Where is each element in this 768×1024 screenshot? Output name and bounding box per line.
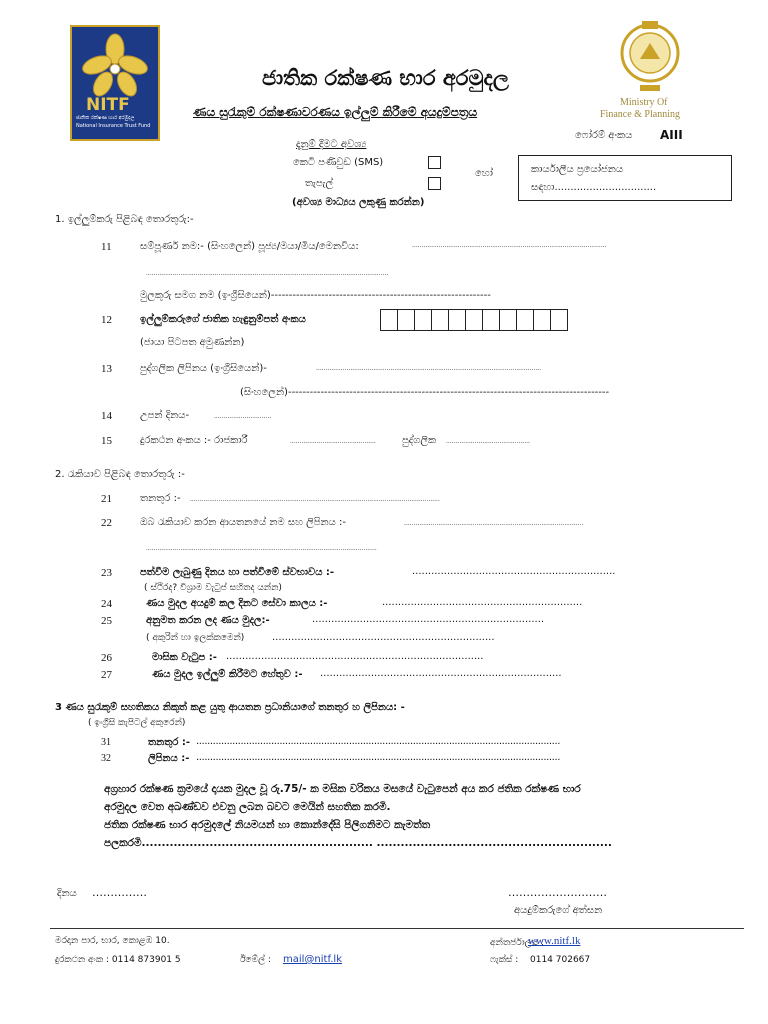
head-designation-field[interactable]: ................................................................................................................................... <box>196 736 561 747</box>
loan-amount-label: අනුමත කරන ලද ණය මුදල:- <box>146 615 270 626</box>
phone-personal-label: පුද්ගලික <box>402 435 437 446</box>
field-31-number: 31 <box>101 737 111 748</box>
signature-field[interactable]: ……………………… <box>508 886 607 899</box>
field-27-number: 27 <box>101 669 112 681</box>
loan-amount-words-field[interactable]: ...................................................................... <box>272 632 495 643</box>
nic-digit-cell[interactable] <box>449 310 466 330</box>
head-address-field[interactable]: ................................................................................................................................... <box>196 752 561 763</box>
loan-amount-note: ( අකුරින් හා ඉලක්කමෙන්) <box>146 633 245 643</box>
nic-digit-cell[interactable] <box>500 310 517 330</box>
nic-input-grid[interactable] <box>380 309 568 331</box>
nic-digit-cell[interactable] <box>415 310 432 330</box>
field-13-number: 13 <box>101 363 112 375</box>
service-period-label: ණය මුදල අයදුම් කල දිනට සේවා කාලය :- <box>146 598 328 609</box>
footer-fax-label: ෆැක්ස් : <box>490 955 519 965</box>
footer-divider <box>50 928 744 929</box>
name-with-initials-label[interactable]: මුලකුරු සමග නම (ඉංග්‍රීසියෙන්)------------------------------------------------------------- <box>140 290 491 301</box>
footer-address: මරදාන පාර, භාර, කොළඹ 10. <box>55 936 170 946</box>
field-32-number: 32 <box>101 753 111 764</box>
footer-web-label: අන්තර්ජාලය : <box>490 938 544 948</box>
loan-reason-field[interactable]: ............................................................................ <box>320 668 562 679</box>
appointment-label: පත්වීම ලැබුණු දිනය හා පත්වීමේ ස්වභාවය :- <box>140 567 335 578</box>
date-field[interactable]: …………… <box>92 886 147 899</box>
date-label: දිනය <box>57 888 77 899</box>
ministry-emblem <box>615 15 685 95</box>
logo-caption-english: National Insurance Trust Fund <box>76 123 151 129</box>
nic-digit-cell[interactable] <box>517 310 534 330</box>
nic-digit-cell[interactable] <box>398 310 415 330</box>
footer-phone: දුරකථන අංක : 0114 873901 5 <box>55 955 181 965</box>
office-use-line-2: සඳහා................................ <box>531 182 657 193</box>
phone-label: දුරකථන අංකය :- රාජකාරී <box>140 435 248 446</box>
designation-label: තනතුර :- <box>140 493 181 504</box>
phone-office-field[interactable]: ............................................. <box>290 438 376 445</box>
office-use-line-1: කාර්යාලීය ප්‍රයෝජනය <box>531 164 624 175</box>
field-23-number: 23 <box>101 567 112 579</box>
nic-digit-cell[interactable] <box>534 310 551 330</box>
section3-heading: 3 ණය සුරැකුම් සහතිකය නිකුත් කළ යුතු ආයතන ප්‍රධානියාගේ තනතුර හ ලිපිනය: - <box>55 702 405 713</box>
salary-label: මාසික වැටුප :- <box>152 652 217 663</box>
workplace-field[interactable]: .............................................................................................. <box>404 520 584 527</box>
nic-digit-cell[interactable] <box>466 310 483 330</box>
footer-email-label: ඊමේල් : <box>240 955 271 965</box>
post-checkbox[interactable] <box>428 177 441 190</box>
office-use-box <box>518 155 732 201</box>
loan-amount-field[interactable]: ......................................................................... <box>312 614 545 625</box>
field-25-number: 25 <box>101 615 112 627</box>
sms-checkbox[interactable] <box>428 156 441 169</box>
nic-label: ඉල්ලුම්කරුගේ ජාතික හැඳුනුම්පත් අංකය <box>140 314 306 325</box>
notify-instruction: (අවශ්‍ය මාධ්‍යය ලකුණු කරන්න) <box>292 197 425 208</box>
loan-reason-label: ණය මුදල ඉල්ලුම් කිරීමට හේතුව :- <box>152 669 303 680</box>
section2-heading: 2. රැකියාව පිළිබඳ තොරතුරු :- <box>55 469 185 480</box>
nic-note: (ජායා පිටපත අමුණන්න) <box>140 337 245 348</box>
declaration-line-3: ජතික රක්ෂණ භාර අරමුදලේ නියමයන් හා කොන්දේසි පිලිගනිමට කැමත්ත <box>104 819 431 831</box>
nic-digit-cell[interactable] <box>432 310 449 330</box>
signature-label: අයදුම්කරුගේ අත්සන <box>514 905 603 916</box>
ministry-line-2: Finance & Planning <box>600 109 680 120</box>
workplace-field-line2[interactable]: ......................................................................................................................... <box>146 545 377 552</box>
address-english-label: පුද්ගලික ලිපිනය (ඉංග්‍රීසියෙන්)- <box>140 363 267 374</box>
post-label: තැපැල් <box>305 178 334 189</box>
field-24-number: 24 <box>101 598 112 610</box>
workplace-label: ඔබ රැකියාව කරන ආයතනයේ නම සහ ලිපිනය :- <box>140 517 346 528</box>
emblem-icon <box>615 15 685 95</box>
field-15-number: 15 <box>101 435 112 447</box>
footer-web-link[interactable]: www.nitf.lk <box>528 935 581 947</box>
nic-digit-cell[interactable] <box>551 310 567 330</box>
declaration-line-2: අරමුදල වෙත අඛණ්ඩව එවනු ලබන බවට මෙයින් සහතික කරමි. <box>104 801 391 813</box>
declaration-line-1: අග්‍රහාර රක්ෂණ ක්‍රමයේ දායක මුදල වූ රු.75/- ක මසික වරිකය මසයේ වැටුපෙන් අය කර ජතික රක්ෂණ භාර <box>104 783 581 795</box>
field-22-number: 22 <box>101 517 112 529</box>
form-subtitle: ණය සුරැකුම් රක්ෂණාවරණය ඉල්ලුම් කිරීමේ අයදුම්පත්‍රය <box>193 105 478 119</box>
logo-caption-sinhala: ජාතික රක්ෂණ භාර අරමුදල <box>76 115 135 121</box>
form-number-value: AIII <box>660 128 683 142</box>
nic-digit-cell[interactable] <box>381 310 398 330</box>
dob-label: උපන් දිනය- <box>140 410 190 421</box>
salary-field[interactable]: ................................................................................. <box>226 651 484 662</box>
appointment-field[interactable]: ................................................................ <box>412 566 616 577</box>
full-name-field-line2[interactable]: ............................................................................................................................... <box>146 270 389 277</box>
logo-text: NITF <box>86 95 130 115</box>
head-address-label: ලිපිනය :- <box>148 753 190 764</box>
declaration-line-4[interactable]: පලකරමි.......................................................... ........................................................... <box>104 837 612 849</box>
full-name-label: සම්පූර්ණ නම:- (සිංහලෙන්) පූජ්‍ය/මයා/මිය/මෙනවිය: <box>140 241 359 252</box>
or-label: හෝ <box>475 168 493 179</box>
sms-label: කෙටි පණිවුඩ (SMS) <box>293 157 384 168</box>
field-21-number: 21 <box>101 493 112 505</box>
section1-heading: 1. ඉල්ලුම්කරු පිළිබඳ තොරතුරු:- <box>55 214 194 225</box>
form-number-label: ෆෝරම් අංකය <box>575 130 633 141</box>
designation-field[interactable]: ................................................................................................................................... <box>190 496 440 503</box>
dob-field[interactable]: .............................. <box>214 413 272 420</box>
ministry-line-1: Ministry Of <box>620 97 668 108</box>
service-period-field[interactable]: ............................................................... <box>382 597 583 608</box>
field-26-number: 26 <box>101 652 112 664</box>
footer-fax: 0114 702667 <box>530 955 591 965</box>
address-english-field[interactable]: ...................................................................................................................... <box>316 365 542 372</box>
section3-note: ( ඉංග්‍රීසි කැපිටල් අකුරෙන්) <box>88 718 186 728</box>
appointment-note: ( ස්ථිරද? විශ්‍රාම වැටුප් සහිතද යන්න) <box>144 583 282 593</box>
field-14-number: 14 <box>101 410 112 422</box>
page-title: ජාතික රක්ෂණ භාර අරමුදල <box>262 66 509 90</box>
address-sinhala-field[interactable]: (සිංහලෙන්)----------------------------------------------------------------------------------------- <box>240 387 610 398</box>
footer-email-link[interactable]: mail@nitf.lk <box>283 954 343 965</box>
full-name-field[interactable]: ...................................................................................................... <box>412 242 607 249</box>
field-11-number: 11 <box>101 241 112 253</box>
nic-digit-cell[interactable] <box>483 310 500 330</box>
notify-heading: දැනුම් දීමට අවශ්‍ය <box>296 139 367 150</box>
field-12-number: 12 <box>101 314 112 326</box>
head-designation-label: තනතුර :- <box>148 737 191 748</box>
phone-personal-field[interactable]: ............................................ <box>446 438 530 445</box>
